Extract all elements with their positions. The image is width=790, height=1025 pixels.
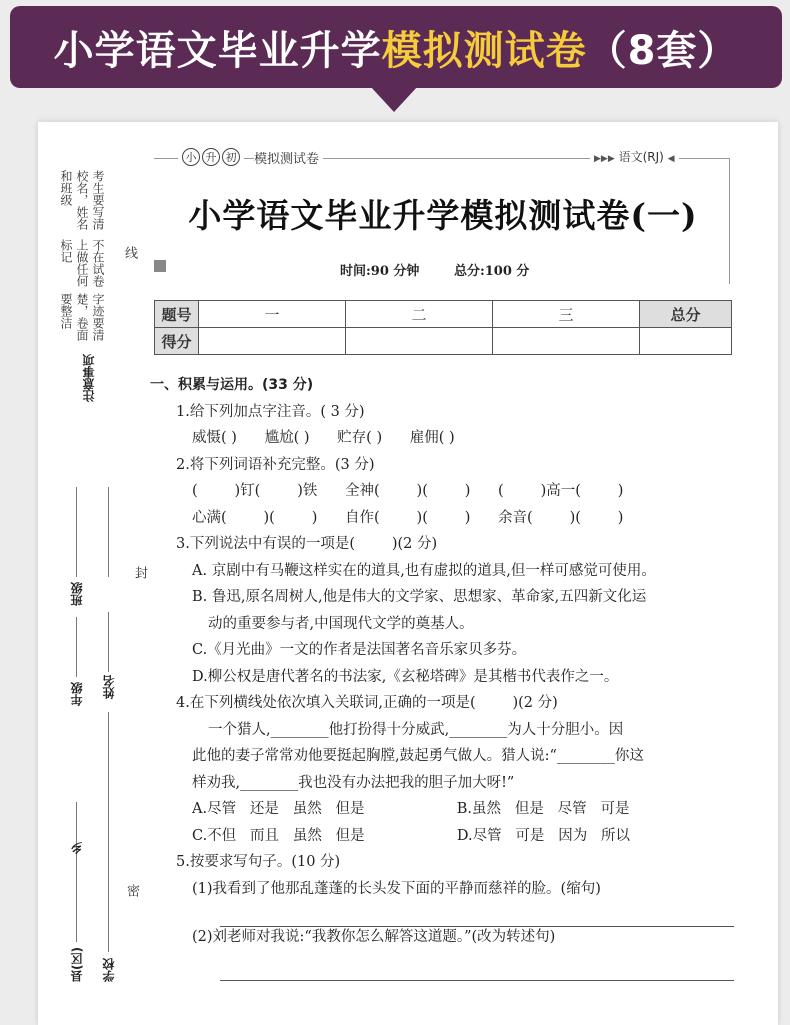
cell-section-2: 二 bbox=[346, 301, 493, 328]
fill-line-name bbox=[108, 712, 109, 902]
tag-text: 模拟测试卷 bbox=[254, 148, 323, 167]
banner-pointer bbox=[370, 86, 418, 112]
score-table bbox=[154, 300, 732, 355]
notice-line-3: 字迹要清楚，卷面要整洁 bbox=[59, 293, 105, 342]
exam-paper bbox=[38, 122, 778, 1025]
cell-score-1[interactable] bbox=[199, 328, 346, 355]
question-3: 3.下列说法中有误的一项是( )(2 分) bbox=[176, 536, 438, 552]
binding-strip bbox=[38, 122, 147, 1025]
label-class: 班级 bbox=[70, 582, 84, 606]
answer-line-1[interactable] bbox=[220, 926, 734, 927]
cell-total: 总分 bbox=[640, 301, 732, 328]
question-4-passage-3: 样劝我,________我也没有办法把我的胆子加大呀!” bbox=[192, 774, 515, 791]
cell-score-2[interactable] bbox=[346, 328, 493, 355]
seal-word-feng: 封 bbox=[132, 566, 147, 579]
cell-header-label: 题号 bbox=[155, 301, 199, 328]
cell-score-label: 得分 bbox=[155, 328, 199, 355]
q1-item-4: 雇佣( ) bbox=[409, 430, 455, 446]
notice-title: 注意事项 bbox=[82, 354, 96, 402]
question-4-passage-1: 一个猎人,________他打扮得十分威武,________为人十分胆小。因 bbox=[208, 721, 624, 738]
question-3-option-b-2: 动的重要参与者,中国现代文学的奠基人。 bbox=[208, 615, 474, 632]
seal-word-line: 线 bbox=[122, 246, 137, 259]
question-content bbox=[150, 372, 770, 951]
question-4-options-ab: A.尽管 还是 虽然 但是 B.虽然 但是 尽管 可是 bbox=[192, 801, 630, 817]
fill-line-school bbox=[108, 902, 109, 952]
question-3-option-b-1: B. 鲁迅,原名周树人,他是伟大的文学家、思想家、革命家,五四新文化运 bbox=[192, 589, 647, 605]
top-banner bbox=[10, 6, 782, 88]
section-1-heading: 一、积累与运用。(33 分) bbox=[150, 377, 314, 393]
banner-title-highlight: 模拟测试卷 bbox=[381, 27, 587, 74]
notice-line-2: 不在试卷上做任何标记 bbox=[59, 239, 105, 288]
corner-marker bbox=[154, 260, 166, 272]
q1-item-3: 贮存( ) bbox=[337, 430, 383, 446]
cell-score-total[interactable] bbox=[640, 328, 732, 355]
exam-time: 时间:90 分钟 bbox=[340, 264, 420, 279]
question-3-option-c: C.《月光曲》一文的作者是法国著名音乐家贝多芬。 bbox=[192, 642, 527, 658]
fill-line-name-top bbox=[108, 612, 109, 672]
cell-section-3: 三 bbox=[493, 301, 640, 328]
tag-char-3: 初 bbox=[222, 148, 240, 166]
question-1-items bbox=[150, 425, 770, 452]
tag-char-1: 小 bbox=[182, 148, 200, 166]
score-table-header-row bbox=[155, 301, 732, 328]
tag-badge bbox=[178, 148, 244, 166]
score-table-score-row bbox=[155, 328, 732, 355]
question-2: 2.将下列词语补充完整。(3 分) bbox=[176, 456, 375, 473]
notice-lines bbox=[58, 170, 106, 350]
question-4-options-cd: C.不但 而且 虽然 但是 D.尽管 可是 因为 所以 bbox=[192, 827, 631, 844]
question-5-part-1: (1)我看到了他那乱蓬蓬的长头发下面的平静而慈祥的脸。(缩句) bbox=[192, 880, 601, 897]
subject-label bbox=[590, 148, 679, 165]
label-name: 姓名 bbox=[102, 675, 116, 699]
label-school: 学校 bbox=[102, 958, 116, 982]
notice-line-1: 考生要写清校名，姓名和班级 bbox=[59, 170, 105, 230]
question-5: 5.按要求写句子。(10 分) bbox=[176, 854, 341, 870]
triangle-right-icon: ▶▶▶ bbox=[594, 154, 615, 164]
label-county: 县(区) bbox=[70, 947, 84, 982]
cell-section-1: 一 bbox=[199, 301, 346, 328]
question-3-option-d: D.柳公权是唐代著名的书法家,《玄秘塔碑》是其楷书代表作之一。 bbox=[192, 668, 619, 685]
question-4: 4.在下列横线处依次填入关联词,正确的一项是( )(2 分) bbox=[176, 695, 558, 711]
tag-char-2: 升 bbox=[202, 148, 220, 166]
fill-line-class bbox=[76, 487, 77, 577]
question-3-option-a: A. 京剧中有马鞭这样实在的道具,也有虚拟的道具,但一样可感觉可使用。 bbox=[192, 562, 656, 579]
exam-title: 小学语文毕业升学模拟测试卷(一) bbox=[188, 196, 698, 235]
question-2-line-2: 心满( )( ) 自作( )( ) 余音( )( ) bbox=[192, 509, 624, 526]
triangle-left-icon: ◀ bbox=[667, 154, 675, 164]
q1-item-2: 尴尬( ) bbox=[264, 430, 310, 446]
fill-line-grade bbox=[76, 617, 77, 677]
cell-score-3[interactable] bbox=[493, 328, 640, 355]
banner-title-main: 小学语文毕业升学 bbox=[53, 27, 382, 74]
fill-line-county bbox=[76, 882, 77, 942]
exam-total: 总分:100 分 bbox=[453, 264, 530, 279]
answer-line-2[interactable] bbox=[220, 980, 734, 981]
question-1: 1.给下列加点字注音。( 3 分) bbox=[176, 403, 365, 420]
question-5-part-2: (2)刘老师对我说:“我教你怎么解答这道题。”(改为转述句) bbox=[192, 929, 556, 945]
question-2-line-1: ( )钉( )铁 全神( )( ) ( )高一( ) bbox=[192, 483, 624, 499]
exam-info bbox=[340, 260, 559, 279]
question-4-passage-2: 此他的妻子常常劝他要挺起胸膛,鼓起勇气做人。猎人说:“________你这 bbox=[192, 748, 644, 764]
seal-word-mi: 密 bbox=[124, 884, 139, 897]
fill-line-grade-top bbox=[108, 487, 109, 577]
banner-title-tail: （8套） bbox=[586, 27, 739, 74]
label-township: 乡 bbox=[70, 842, 84, 854]
subject-text: 语文(RJ) bbox=[618, 150, 664, 164]
q1-item-1: 威慑( ) bbox=[192, 430, 237, 446]
label-grade: 年级 bbox=[70, 682, 84, 706]
